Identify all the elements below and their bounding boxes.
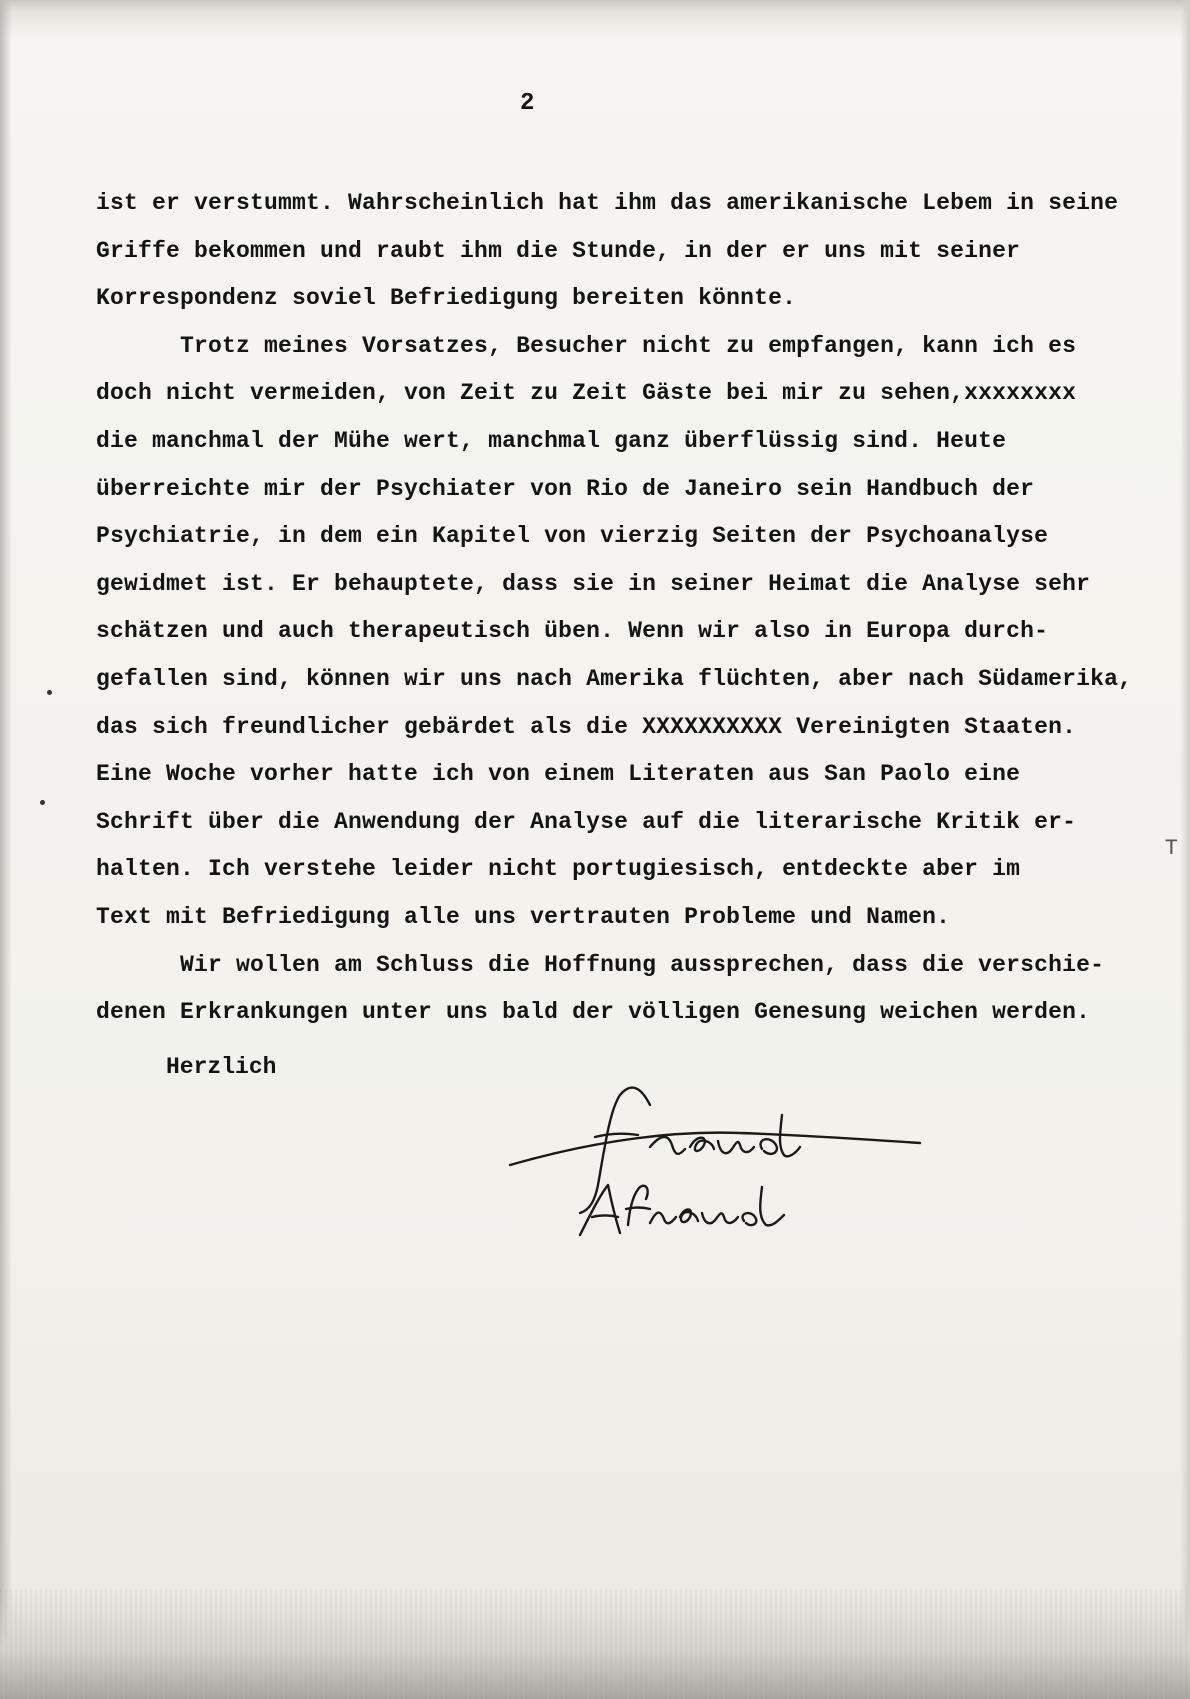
body-line: denen Erkrankungen unter uns bald der völligen Genesung weichen werden. — [96, 999, 1091, 1026]
body-line: das sich freundlicher gebärdet als die XXXXXXXXXX Vereinigten Staaten. — [96, 713, 1077, 740]
stray-ink-dot — [47, 690, 52, 695]
body-line: Wir wollen am Schluss die Hoffnung aussprechen, dass die verschie- — [96, 951, 1105, 978]
body-line: Griffe bekommen und raubt ihm die Stunde, in der er uns mit seiner — [96, 237, 1021, 264]
body-line: Schrift über die Anwendung der Analyse auf die literarische Kritik er- — [96, 808, 1077, 835]
body-line: Eine Woche vorher hatte ich von einem Literaten aus San Paolo eine — [96, 761, 1021, 788]
scan-top-shadow — [0, 0, 1190, 40]
scan-bottom-shadow — [0, 1589, 1190, 1699]
body-line: Korrespondenz soviel Befriedigung bereiten könnte. — [96, 285, 797, 312]
closing-salutation: Herzlich — [166, 1054, 277, 1080]
body-line: die manchmal der Mühe wert, manchmal ganz überflüssig sind. Heute — [96, 427, 1007, 454]
margin-mark: T — [1164, 836, 1178, 861]
scan-left-shadow — [0, 0, 12, 1699]
letter-body — [96, 180, 1156, 1037]
stray-ink-dot — [40, 800, 45, 805]
page-number: 2 — [520, 90, 535, 117]
body-line: Trotz meines Vorsatzes, Besucher nicht zu empfangen, kann ich es — [96, 332, 1077, 359]
body-line: gefallen sind, können wir uns nach Amerika flüchten, aber nach Südamerika, — [96, 665, 1133, 692]
body-line: Psychiatrie, in dem ein Kapitel von vierzig Seiten der Psychoanalyse — [96, 523, 1049, 550]
body-line: gewidmet ist. Er behauptete, dass sie in seiner Heimat die Analyse sehr — [96, 570, 1091, 597]
body-line: Text mit Befriedigung alle uns vertrauten Probleme und Namen. — [96, 903, 951, 930]
body-line: doch nicht vermeiden, von Zeit zu Zeit Gäste bei mir zu sehen,xxxxxxxx — [96, 380, 1077, 407]
body-line: ist er verstummt. Wahrscheinlich hat ihm das amerikanische Lebem in seine — [96, 190, 1119, 216]
scan-right-shadow — [1180, 0, 1190, 1699]
handwritten-signature — [500, 1075, 930, 1245]
body-line: halten. Ich verstehe leider nicht portugiesisch, entdeckte aber im — [96, 856, 1021, 883]
body-line: überreichte mir der Psychiater von Rio de Janeiro sein Handbuch der — [96, 475, 1035, 502]
body-line: schätzen und auch therapeutisch üben. Wenn wir also in Europa durch- — [96, 618, 1049, 645]
